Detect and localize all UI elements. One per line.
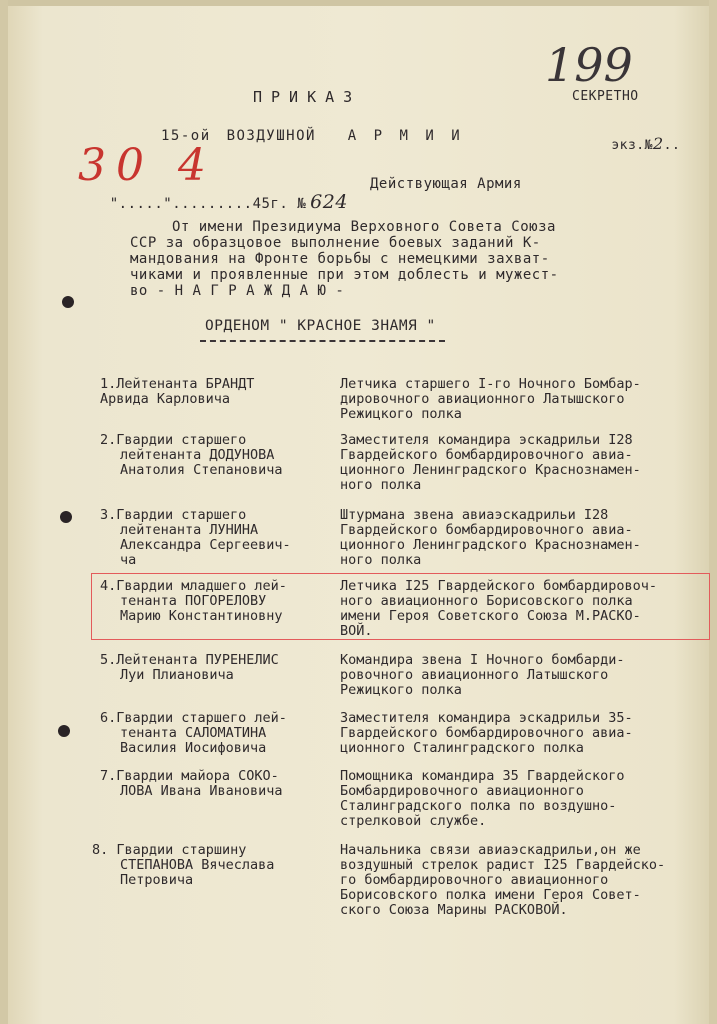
paper-edge-right [709, 0, 717, 1024]
preamble-line: во - Н А Г Р А Ж Д А Ю - [130, 283, 345, 299]
copy-text: экз.№ [611, 138, 653, 153]
recipient-name: 2.Гвардии старшего лейтенанта ДОДУНОВА Анатолия Степановича [100, 432, 283, 478]
heading-underline [200, 340, 445, 342]
recipient-name: 7.Гвардии майора СОКО- ЛОВА Ивана Ивановича [100, 768, 283, 799]
recipient-position: Летчика старшего I-го Ночного Бомбар- дировочного авиационного Латышского Режицкого полка [340, 376, 641, 422]
preamble-line: чиками и проявленные при этом доблесть и мужест- [130, 267, 559, 283]
copy-number: 2 [652, 134, 664, 153]
order-number: 624 [310, 191, 348, 213]
recipient-name: 1.Лейтенанта БРАНДТ Арвида Карловича [100, 376, 255, 407]
paper-edge-left [0, 0, 8, 1024]
recipient-position: Заместителя командира эскадрильи I28 Гвардейского бомбардировочного авиа- ционного Ленинградского Краснознамен- ного полка [340, 432, 641, 493]
preamble-line: ССР за образцовое выполнение боевых заданий К- [130, 235, 541, 251]
paper-edge-top [0, 0, 717, 6]
highlight-box [91, 573, 710, 640]
preamble-line: мандования на Фронте борьбы с немецкими захват- [130, 251, 550, 267]
recipient-name: 8. Гвардии старшину СТЕПАНОВА Вячеслава Петровича [92, 842, 275, 888]
archive-number: 199 [545, 38, 633, 92]
punch-hole [60, 511, 72, 523]
document-title: ПРИКАЗ [253, 88, 362, 106]
copy-label: экз.№2.. [611, 134, 681, 153]
recipient-position: Заместителя командира эскадрильи 35- Гвардейского бомбардировочного авиа- ционного Сталинградского полка [340, 710, 633, 756]
recipient-position: Командира звена I Ночного бомбарди- ровочного авиационного Латышского Режицкого полка [340, 652, 625, 698]
date-text: ".....".........45г. № [109, 196, 307, 212]
recipient-position: Летчика I25 Гвардейского бомбардировоч- ного авиационного Борисовского полка имени Героя Советского Союза М.РАСКО- ВОЙ. [340, 578, 657, 639]
handwritten-date: 30 4 [78, 140, 216, 191]
punch-hole [58, 725, 70, 737]
punch-hole [62, 296, 74, 308]
recipient-name: 6.Гвардии старшего лей- тенанта САЛОМАТИНА Василия Иосифовича [100, 710, 287, 756]
location-line: Действующая Армия [370, 176, 522, 192]
recipient-position: Штурмана звена авиаэскадрильи I28 Гвардейского бомбардировочного авиа- ционного Ленинградского Краснознамен- ного полка [340, 507, 641, 568]
award-heading: ОРДЕНОМ " КРАСНОЕ ЗНАМЯ " [205, 318, 436, 334]
secret-stamp: СЕКРЕТНО [572, 89, 639, 104]
recipient-position: Начальника связи авиаэскадрильи,он же воздушный стрелок радист I25 Гвардейско- го бомбардировочного авиационного Борисовского полка имени Героя Совет- ского Союза Марины РАСКОВОЙ. [340, 842, 666, 918]
preamble-line: От имени Президиума Верховного Совета Союза [172, 219, 556, 235]
recipient-name: 4.Гвардии младшего лей- тенанта ПОГОРЕЛОВУ Марию Константиновну [100, 578, 287, 624]
recipient-position: Помощника командира 35 Гвардейского Бомбардировочного авиационного Сталинградского полка по воздушно- стрелковой службе. [340, 768, 625, 829]
recipient-name: 3.Гвардии старшего лейтенанта ЛУНИНА Александра Сергеевич- ча [100, 507, 291, 568]
recipient-name: 5.Лейтенанта ПУРЕНЕЛИС Луи Плиановича [100, 652, 279, 683]
army-line: 15-ой ВОЗДУШНОЙ А Р М И И [161, 128, 462, 144]
